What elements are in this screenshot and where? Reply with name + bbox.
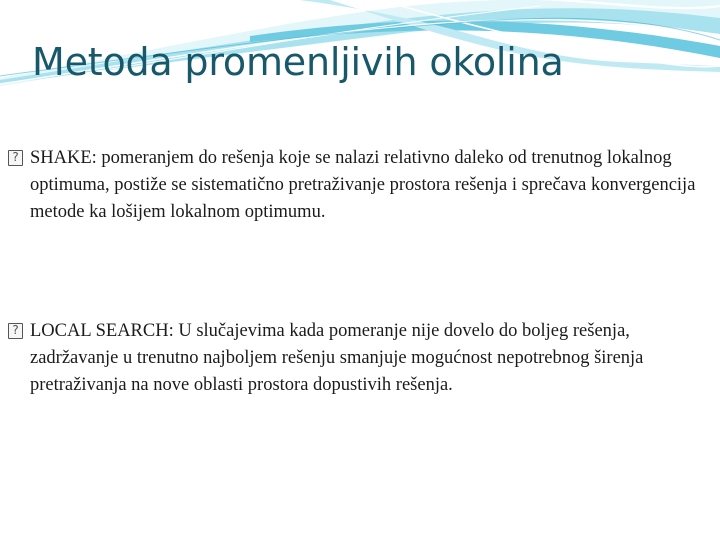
unknown-glyph-box-icon xyxy=(8,150,23,166)
bullet-shake-text: SHAKE: pomeranjem do rešenja koje se nalazi relativno daleko od trenutnog lokalnog optimuma, postiže se sistematično pretraživanje prostora rešenja i sprečava konvergencija metode ka lošijem lokalnom optimumu. xyxy=(30,148,696,222)
bullet-shake xyxy=(8,145,716,226)
slide-title: Metoda promenljivih okolina xyxy=(32,40,564,84)
bullet-local-search-text: LOCAL SEARCH: U slučajevima kada pomeranje nije dovelo do boljeg rešenja, zadržavanje u trenutno najboljem rešenju smanjuje mogućnost nepotrebnog širenja pretraživanja na nove oblasti prostora dopustivih rešenja. xyxy=(30,321,644,395)
bullet-local-search xyxy=(8,318,716,399)
unknown-glyph-box-icon xyxy=(8,323,23,339)
